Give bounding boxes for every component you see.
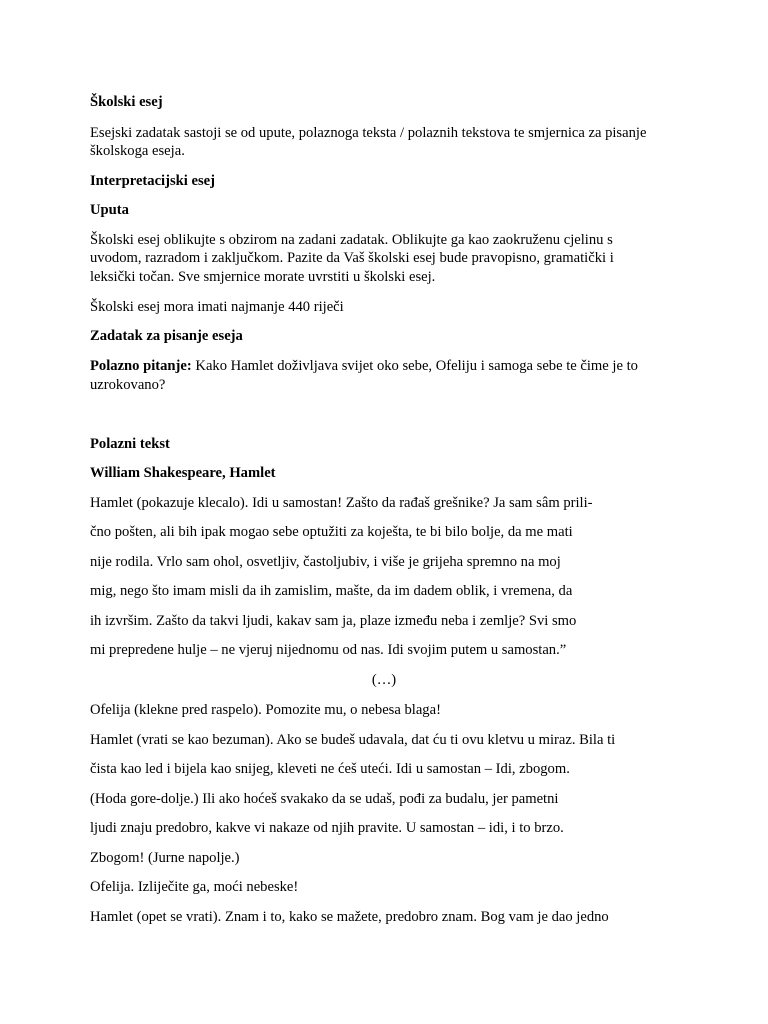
instruction-line-2: uvodom, razradom i zaključkom. Pazite da Vaš školski esej bude pravopisno, gramatički i <box>90 250 614 266</box>
text-line-14: Ofelija. Izliječite ga, moći nebeske! <box>90 879 299 895</box>
instruction-heading: Uputa <box>90 202 129 218</box>
text-line-15: Hamlet (opet se vrati). Znam i to, kako se mažete, predobro znam. Bog vam je dao jedno <box>90 909 609 925</box>
document-title: Školski esej <box>90 94 163 110</box>
text-line-9: Hamlet (vrati se kao bezuman). Ako se budeš udavala, dat ću ti ovu kletvu u miraz. Bila ti <box>90 732 616 748</box>
text-line-4: mig, nego što imam misli da ih zamislim, mašte, da im dadem oblik, i vremena, da <box>90 583 573 599</box>
source-text-heading: Polazni tekst <box>90 436 170 452</box>
text-line-11: (Hoda gore-dolje.) Ili ako hoćeš svakako da se udaš, pođi za budalu, jer pametni <box>90 791 559 807</box>
question-line-2: uzrokovano? <box>90 377 166 393</box>
text-line-6: mi prepredene hulje – ne vjeruj nijednomu od nas. Idi svojim putem u samostan.” <box>90 642 567 658</box>
instruction-line-3: leksički točan. Sve smjernice morate uvrstiti u školski esej. <box>90 269 436 285</box>
intro-line-2: školskoga eseja. <box>90 143 185 159</box>
text-line-8: Ofelija (klekne pred raspelo). Pomozite mu, o nebesa blaga! <box>90 702 441 718</box>
word-count-note: Školski esej mora imati najmanje 440 riječi <box>90 299 344 315</box>
instruction-line-1: Školski esej oblikujte s obzirom na zadani zadatak. Oblikujte ga kao zaokruženu cjelinu s <box>90 232 613 248</box>
text-line-12: ljudi znaju predobro, kakve vi nakaze od njih pravite. U samostan – idi, i to brzo. <box>90 820 564 836</box>
question-text: Kako Hamlet doživljava svijet oko sebe, Ofeliju i samoga sebe te čime je to <box>191 358 638 374</box>
text-line-3: nije rodila. Vrlo sam ohol, osvetljiv, častoljubiv, i više je grijeha spremno na moj <box>90 554 561 570</box>
text-line-1: Hamlet (pokazuje klecalo). Idi u samostan! Zašto da rađaš grešnike? Ja sam sâm prili- <box>90 495 593 511</box>
ellipsis-line: (…) <box>371 672 397 688</box>
starting-question <box>90 357 638 375</box>
question-label: Polazno pitanje: <box>90 358 192 374</box>
text-line-10: čista kao led i bijela kao snijeg, kleveti ne ćeš uteći. Idi u samostan – Idi, zbogom. <box>90 761 570 777</box>
text-line-5: ih izvršim. Zašto da takvi ljudi, kakav sam ja, plaze između neba i zemlje? Svi smo <box>90 613 577 629</box>
source-author-title: William Shakespeare, Hamlet <box>90 465 276 481</box>
text-line-13: Zbogom! (Jurne napolje.) <box>90 850 240 866</box>
essay-type-heading: Interpretacijski esej <box>90 173 215 189</box>
intro-line-1: Esejski zadatak sastoji se od upute, polaznoga teksta / polaznih tekstova te smjernica za pisanje <box>90 125 647 141</box>
text-line-2: čno pošten, ali bih ipak mogao sebe optužiti za koješta, te bi bilo bolje, da me mati <box>90 524 573 540</box>
task-heading: Zadatak za pisanje eseja <box>90 328 243 344</box>
